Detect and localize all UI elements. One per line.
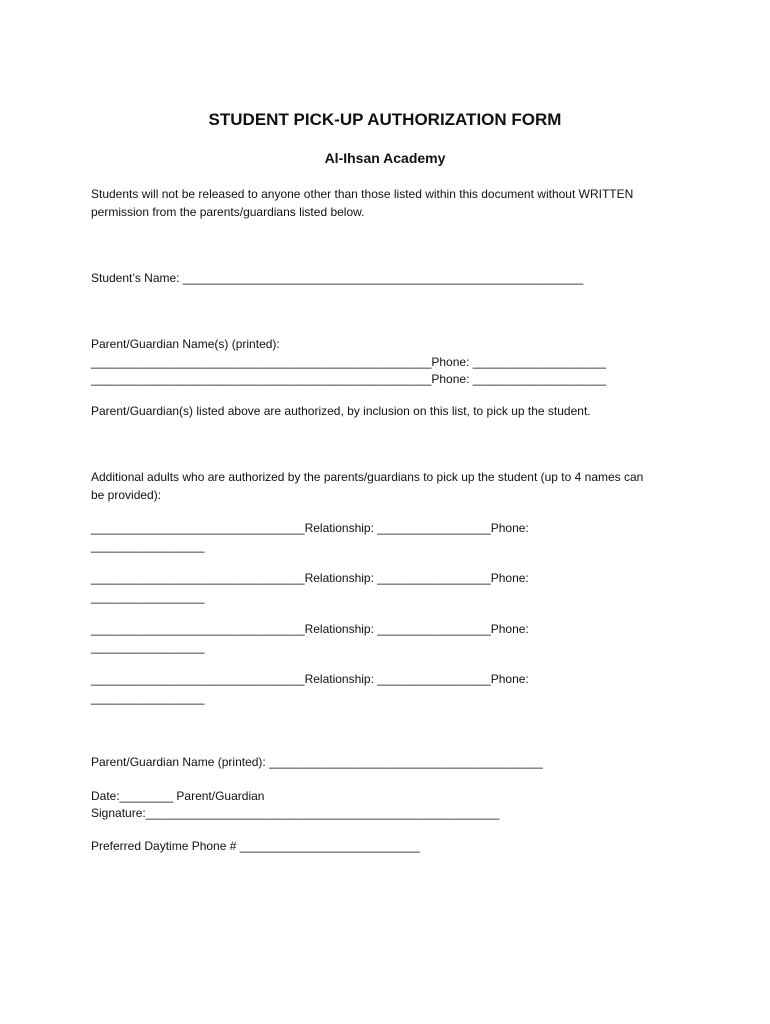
additional-adult-phone-3[interactable]: _________________ xyxy=(91,640,205,654)
student-name-field[interactable]: Student’s Name: ____________________________________________________________ xyxy=(91,271,584,285)
additional-adult-entry-2[interactable]: ________________________________Relationship: _________________Phone: xyxy=(91,571,529,585)
guardian-names-heading: Parent/Guardian Name(s) (printed): xyxy=(91,337,280,351)
additional-adult-entry-4[interactable]: ________________________________Relationship: _________________Phone: xyxy=(91,672,529,686)
additional-adults-line-2: be provided): xyxy=(91,488,162,502)
additional-adult-entry-3[interactable]: ________________________________Relationship: _________________Phone: xyxy=(91,622,529,636)
guardian-name-phone-field-1[interactable]: ___________________________________________________Phone: ____________________ xyxy=(91,355,607,369)
additional-adult-phone-1[interactable]: _________________ xyxy=(91,539,205,553)
additional-adult-entry-1[interactable]: ________________________________Relationship: _________________Phone: xyxy=(91,521,529,535)
additional-adults-line-1: Additional adults who are authorized by the parents/guardians to pick up the student (up to 4 names can xyxy=(91,470,644,484)
date-signature-line-1[interactable]: Date:________ Parent/Guardian xyxy=(91,789,265,803)
school-name: Al-Ihsan Academy xyxy=(324,150,446,166)
release-notice-line-1: Students will not be released to anyone other than those listed within this document without WRITTEN xyxy=(91,187,634,201)
additional-adult-phone-4[interactable]: _________________ xyxy=(91,691,205,705)
guardian-name-phone-field-2[interactable]: ___________________________________________________Phone: ____________________ xyxy=(91,372,607,386)
guardian-name-printed-field[interactable]: Parent/Guardian Name (printed): _________________________________________ xyxy=(91,755,543,769)
additional-adult-phone-2[interactable]: _________________ xyxy=(91,590,205,604)
release-notice-line-2: permission from the parents/guardians listed below. xyxy=(91,205,365,219)
preferred-phone-field[interactable]: Preferred Daytime Phone # ___________________________ xyxy=(91,839,420,853)
form-title: STUDENT PICK-UP AUTHORIZATION FORM xyxy=(208,110,562,129)
signature-field[interactable]: Signature:_____________________________________________________ xyxy=(91,806,500,820)
authorization-statement: Parent/Guardian(s) listed above are authorized, by inclusion on this list, to pick up the student. xyxy=(91,404,591,418)
